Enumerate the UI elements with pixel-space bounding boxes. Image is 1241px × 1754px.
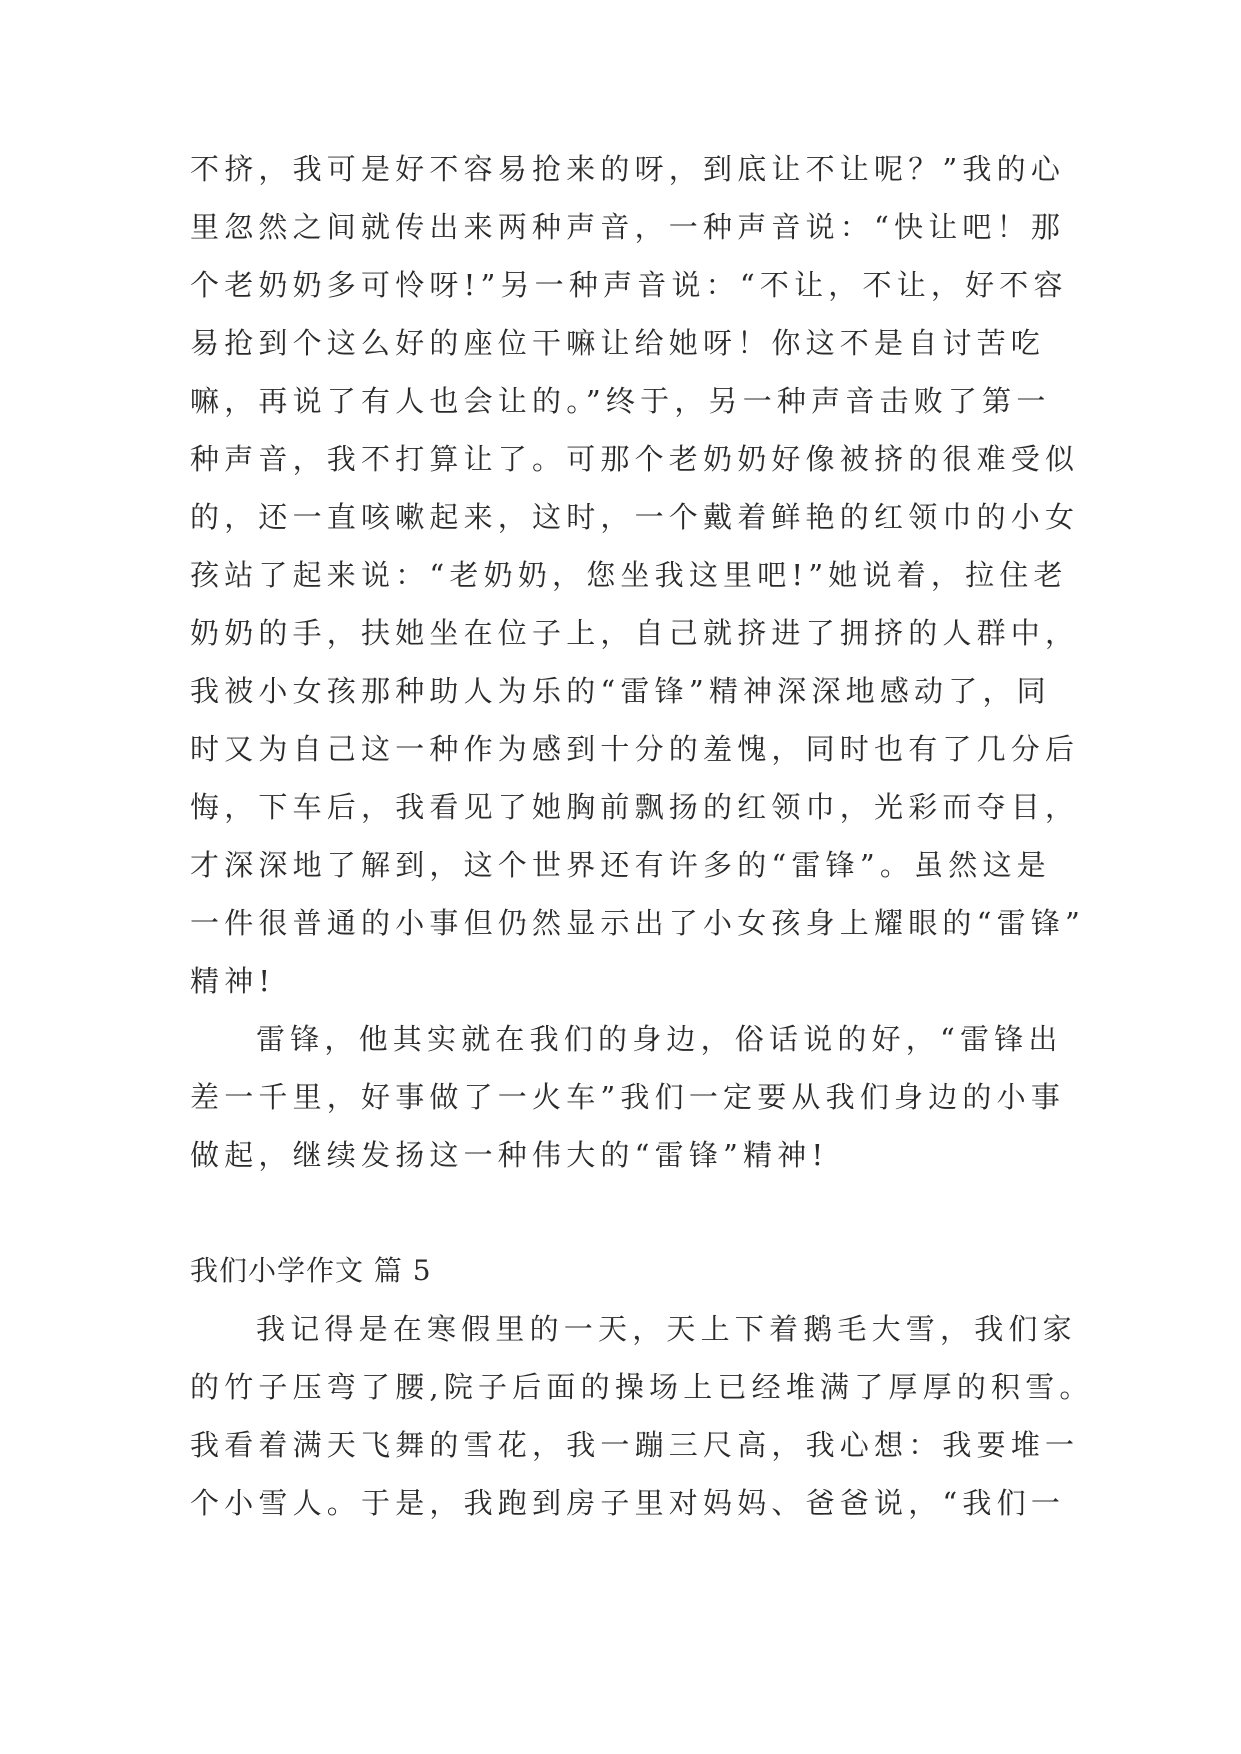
text-line: 才深深地了解到，这个世界还有许多的“雷锋”。虽然这是 <box>190 848 1051 882</box>
text-line: 差一千里，好事做了一火车”我们一定要从我们身边的小事 <box>190 1080 1066 1114</box>
spacer <box>190 1184 1070 1242</box>
text-line: 个小雪人。于是，我跑到房子里对妈妈、爸爸说，“我们一 <box>190 1486 1066 1520</box>
text-line: 我被小女孩那种助人为乐的“雷锋”精神深深地感动了，同 <box>190 674 1051 708</box>
text-line: 精神! <box>190 964 276 998</box>
text-line: 做起，继续发扬这一种伟大的“雷锋”精神! <box>190 1138 829 1172</box>
text-line: 的竹子压弯了腰,院子后面的操场上已经堆满了厚厚的积雪。 <box>190 1370 1094 1404</box>
text-line: 种声音，我不打算让了。可那个老奶奶好像被挤的很难受似 <box>190 442 1080 476</box>
text-line: 我看着满天飞舞的雪花，我一蹦三尺高，我心想：我要堆一 <box>190 1428 1080 1462</box>
text-line: 我记得是在寒假里的一天，天上下着鹅毛大雪，我们家 <box>256 1312 1077 1346</box>
text-line: 里忽然之间就传出来两种声音，一种声音说：“快让吧！那 <box>190 210 1066 244</box>
text-line: 嘛，再说了有人也会让的。”终于，另一种声音击败了第一 <box>190 384 1051 418</box>
paragraph-story-continuation <box>190 140 1086 1010</box>
text-line: 一件很普通的小事但仍然显示出了小女孩身上耀眼的“雷锋” <box>190 906 1086 940</box>
paragraph-conclusion <box>190 1010 1070 1184</box>
text-line: 悔，下车后，我看见了她胸前飘扬的红领巾，光彩而夺目， <box>190 790 1080 824</box>
paragraph-section5-start <box>190 1300 1094 1532</box>
text-line: 时又为自己这一种作为感到十分的羞愧，同时也有了几分后 <box>190 732 1080 766</box>
text-line: 易抢到个这么好的座位干嘛让给她呀！你这不是自讨苦吃 <box>190 326 1046 360</box>
document-body <box>190 140 1094 1532</box>
text-line: 个老奶奶多可怜呀!”另一种声音说：“不让，不让，好不容 <box>190 268 1068 302</box>
text-line: 不挤，我可是好不容易抢来的呀，到底让不让呢？”我的心 <box>190 152 1066 186</box>
text-line: 的，还一直咳嗽起来，这时，一个戴着鲜艳的红领巾的小女 <box>190 500 1080 534</box>
section-title: 我们小学作文 篇 5 <box>190 1254 432 1287</box>
text-line: 奶奶的手，扶她坐在位子上，自己就挤进了拥挤的人群中， <box>190 616 1080 650</box>
text-line: 雷锋，他其实就在我们的身边，俗话说的好，“雷锋出 <box>256 1022 1063 1056</box>
text-line: 孩站了起来说：“老奶奶，您坐我这里吧!”她说着，拉住老 <box>190 558 1068 592</box>
